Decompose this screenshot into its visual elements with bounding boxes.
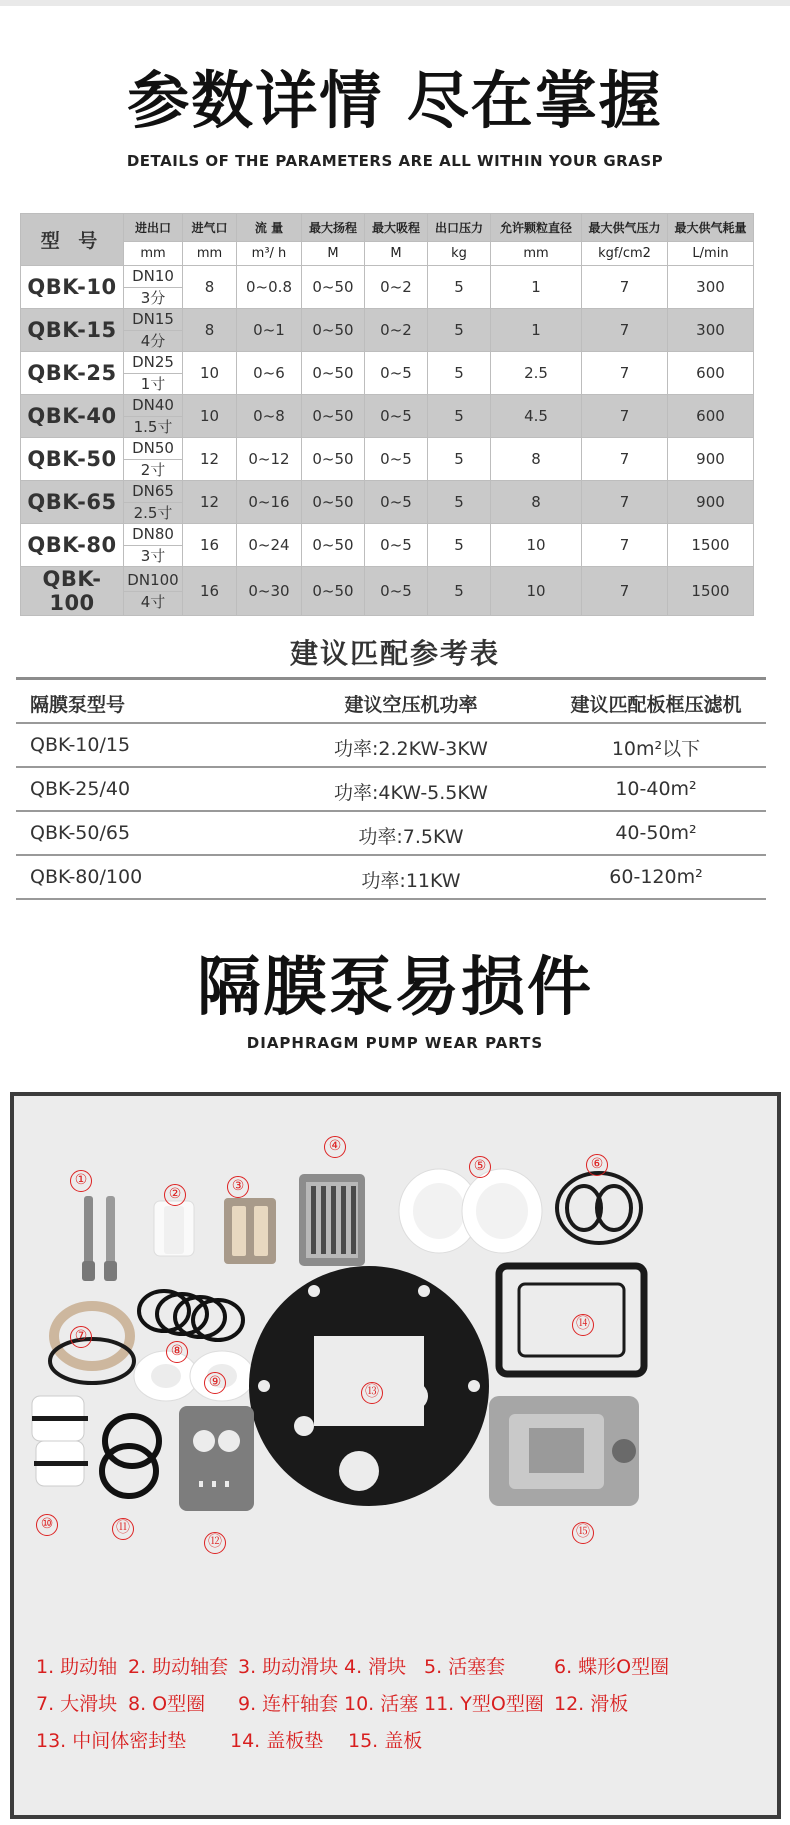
auxiliary-bushing-part (154, 1201, 194, 1256)
marker-4: ④ (324, 1136, 346, 1158)
column-header: 最大扬程 (302, 214, 365, 242)
inlet-cell (124, 309, 183, 352)
match-row (16, 768, 766, 812)
pump-model: QBK-50/65 (30, 822, 131, 844)
pump-model: QBK-10/15 (30, 734, 131, 756)
params-title: 参数详情 尽在掌握 (127, 64, 663, 137)
part-caption: 5. 活塞套 (424, 1656, 506, 1678)
cell: 0~0.8 (237, 266, 302, 309)
compressor-power: 功率:11KW (361, 870, 461, 892)
model-cell: QBK-80 (21, 524, 124, 567)
match-header: 隔膜泵型号 (30, 694, 126, 716)
inch-size: 2.5寸 (133, 504, 173, 522)
inlet-cell (124, 481, 183, 524)
filter-press-area: 10m²以下 (611, 738, 701, 760)
unit-cell: mm (183, 242, 237, 266)
dn-size: DN40 (124, 395, 182, 417)
match-header: 建议空压机功率 (344, 694, 478, 716)
marker-11: ⑪ (112, 1518, 134, 1540)
cell: 8 (491, 438, 582, 481)
cell: 16 (183, 567, 237, 616)
cell: 7 (582, 438, 668, 481)
part-caption: 6. 蝶形O型圈 (554, 1656, 670, 1678)
cell: 0~50 (302, 524, 365, 567)
cell: 7 (582, 266, 668, 309)
column-header: 允许颗粒直径 (491, 214, 582, 242)
table-row (21, 395, 754, 438)
column-header: 最大供气压力 (582, 214, 668, 242)
cell: 0~50 (302, 395, 365, 438)
table-row (21, 309, 754, 352)
table-row (21, 567, 754, 616)
pump-model: QBK-80/100 (30, 866, 143, 888)
cell: 600 (668, 395, 754, 438)
column-header: 最大供气耗量 (668, 214, 754, 242)
part-caption: 3. 助动滑块 (238, 1656, 339, 1678)
cell: 0~1 (237, 309, 302, 352)
cell: 4.5 (491, 395, 582, 438)
rod-bushing-part (134, 1351, 254, 1401)
cell: 7 (582, 395, 668, 438)
part-caption: 8. O型圈 (128, 1693, 206, 1715)
marker-8: ⑧ (166, 1341, 188, 1363)
model-header: 型 号 (21, 214, 124, 266)
table-row (21, 266, 754, 309)
compressor-power: 功率:2.2KW-3KW (334, 738, 488, 760)
match-row (16, 724, 766, 768)
cell: 16 (183, 524, 237, 567)
marker-13: ⑬ (361, 1382, 383, 1404)
model-cell: QBK-100 (21, 567, 124, 616)
part-caption: 11. Y型O型圈 (424, 1693, 544, 1715)
table-row (21, 438, 754, 481)
part-caption: 10. 活塞 (344, 1693, 419, 1715)
unit-cell: M (365, 242, 428, 266)
butterfly-oring-part (557, 1173, 641, 1243)
cell: 0~2 (365, 309, 428, 352)
column-header: 进出口 (124, 214, 183, 242)
column-header: 进气口 (183, 214, 237, 242)
model-cell: QBK-25 (21, 352, 124, 395)
unit-cell: kg (428, 242, 491, 266)
cell: 0~50 (302, 352, 365, 395)
unit-cell: m³/ h (237, 242, 302, 266)
parameter-table (20, 213, 754, 616)
inlet-cell (124, 266, 183, 309)
cell: 1 (491, 266, 582, 309)
compressor-power: 功率:4KW-5.5KW (334, 782, 488, 804)
marker-10: ⑩ (36, 1514, 58, 1536)
marker-2: ② (164, 1184, 186, 1206)
cell: 0~5 (365, 438, 428, 481)
match-table (16, 677, 766, 900)
dn-size: DN65 (124, 481, 182, 503)
cell: 5 (428, 352, 491, 395)
dn-size: DN25 (124, 352, 182, 374)
unit-cell: M (302, 242, 365, 266)
match-header: 建议匹配板框压滤机 (570, 694, 742, 716)
part-caption: 2. 助动轴套 (128, 1656, 229, 1678)
cell: 10 (491, 567, 582, 616)
cell: 5 (428, 438, 491, 481)
cell: 0~5 (365, 395, 428, 438)
column-header: 最大吸程 (365, 214, 428, 242)
marker-6: ⑥ (586, 1154, 608, 1176)
table-row (21, 481, 754, 524)
cell: 900 (668, 438, 754, 481)
cell: 300 (668, 309, 754, 352)
marker-15: ⑮ (572, 1522, 594, 1544)
params-subtitle: DETAILS OF THE PARAMETERS ARE ALL WITHIN YOUR GRASP (126, 152, 664, 170)
cell: 10 (183, 395, 237, 438)
match-row (16, 812, 766, 856)
cell: 0~16 (237, 481, 302, 524)
part-caption: 12. 滑板 (554, 1693, 629, 1715)
marker-12: ⑫ (204, 1532, 226, 1554)
cover-gasket-part (499, 1266, 644, 1374)
cell: 0~50 (302, 309, 365, 352)
inch-size: 4寸 (140, 593, 166, 611)
cell: 12 (183, 438, 237, 481)
inch-size: 1寸 (140, 375, 166, 393)
cell: 0~30 (237, 567, 302, 616)
marker-14: ⑭ (572, 1314, 594, 1336)
inch-size: 2寸 (140, 461, 166, 479)
marker-3: ③ (227, 1176, 249, 1198)
top-strip (0, 0, 790, 6)
model-cell: QBK-15 (21, 309, 124, 352)
cell: 0~5 (365, 352, 428, 395)
cell: 12 (183, 481, 237, 524)
marker-9: ⑨ (204, 1372, 226, 1394)
cell: 5 (428, 395, 491, 438)
cell: 0~50 (302, 266, 365, 309)
cell: 0~6 (237, 352, 302, 395)
cell: 0~8 (237, 395, 302, 438)
unit-cell: L/min (668, 242, 754, 266)
model-cell: QBK-10 (21, 266, 124, 309)
large-slider-part (50, 1306, 134, 1383)
cell: 5 (428, 481, 491, 524)
cell: 900 (668, 481, 754, 524)
auxiliary-slider-part (224, 1198, 276, 1264)
auxiliary-shaft-part (82, 1196, 117, 1281)
match-title: 建议匹配参考表 (289, 637, 500, 670)
part-caption: 14. 盖板垫 (230, 1730, 324, 1752)
pump-model: QBK-25/40 (30, 778, 131, 800)
cell: 0~5 (365, 481, 428, 524)
parts-photo (10, 1092, 781, 1819)
cell: 7 (582, 352, 668, 395)
cell: 7 (582, 309, 668, 352)
inch-size: 3分 (140, 289, 166, 307)
table-row (21, 524, 754, 567)
dn-size: DN50 (124, 438, 182, 460)
cell: 5 (428, 524, 491, 567)
cell: 5 (428, 266, 491, 309)
cell: 0~50 (302, 567, 365, 616)
part-caption: 1. 助动轴 (36, 1656, 118, 1678)
piston-sleeve-part (399, 1169, 542, 1253)
parts-title: 隔膜泵易损件 (197, 951, 593, 1025)
slide-block-part (299, 1174, 365, 1266)
match-row (16, 856, 766, 900)
inlet-cell (124, 567, 183, 616)
cell: 0~5 (365, 567, 428, 616)
inlet-cell (124, 524, 183, 567)
match-header-row (16, 677, 766, 724)
cell: 0~24 (237, 524, 302, 567)
cell: 1500 (668, 567, 754, 616)
cell: 5 (428, 309, 491, 352)
inlet-cell (124, 438, 183, 481)
compressor-power: 功率:7.5KW (358, 826, 464, 848)
inch-size: 3寸 (140, 547, 166, 565)
part-caption: 15. 盖板 (348, 1730, 423, 1752)
cell: 0~12 (237, 438, 302, 481)
piston-part (32, 1396, 88, 1486)
cell: 2.5 (491, 352, 582, 395)
marker-7: ⑦ (70, 1326, 92, 1348)
inch-size: 1.5寸 (133, 418, 173, 436)
parts-subtitle: DIAPHRAGM PUMP WEAR PARTS (246, 1034, 544, 1052)
model-cell: QBK-65 (21, 481, 124, 524)
cell: 8 (183, 309, 237, 352)
unit-cell: kgf/cm2 (582, 242, 668, 266)
model-cell: QBK-40 (21, 395, 124, 438)
cell: 7 (582, 481, 668, 524)
dn-size: DN100 (124, 570, 182, 592)
part-caption: 9. 连杆轴套 (238, 1693, 339, 1715)
table-row (21, 352, 754, 395)
cell: 0~2 (365, 266, 428, 309)
cell: 8 (183, 266, 237, 309)
part-caption: 4. 滑块 (344, 1656, 407, 1678)
inlet-cell (124, 352, 183, 395)
inlet-cell (124, 395, 183, 438)
slide-plate-part (179, 1406, 254, 1511)
cell: 7 (582, 524, 668, 567)
cell: 5 (428, 567, 491, 616)
cell: 1500 (668, 524, 754, 567)
part-caption: 13. 中间体密封垫 (36, 1730, 187, 1752)
cell: 10 (183, 352, 237, 395)
cover-plate-part (489, 1396, 639, 1506)
dn-size: DN80 (124, 524, 182, 546)
cell: 8 (491, 481, 582, 524)
cell: 0~50 (302, 481, 365, 524)
cell: 7 (582, 567, 668, 616)
filter-press-area: 60-120m² (609, 866, 703, 888)
dn-size: DN15 (124, 309, 182, 331)
inch-size: 4分 (140, 332, 166, 350)
model-cell: QBK-50 (21, 438, 124, 481)
unit-cell: mm (124, 242, 183, 266)
part-caption: 7. 大滑块 (36, 1693, 118, 1715)
cell: 600 (668, 352, 754, 395)
y-type-oring-part (102, 1416, 159, 1496)
cell: 1 (491, 309, 582, 352)
cell: 10 (491, 524, 582, 567)
marker-1: ① (70, 1170, 92, 1192)
column-header: 流 量 (237, 214, 302, 242)
unit-cell: mm (491, 242, 582, 266)
filter-press-area: 40-50m² (615, 822, 697, 844)
marker-5: ⑤ (469, 1156, 491, 1178)
dn-size: DN10 (124, 266, 182, 288)
cell: 300 (668, 266, 754, 309)
filter-press-area: 10-40m² (615, 778, 697, 800)
cell: 0~50 (302, 438, 365, 481)
oring-part (139, 1291, 243, 1340)
cell: 0~5 (365, 524, 428, 567)
column-header: 出口压力 (428, 214, 491, 242)
